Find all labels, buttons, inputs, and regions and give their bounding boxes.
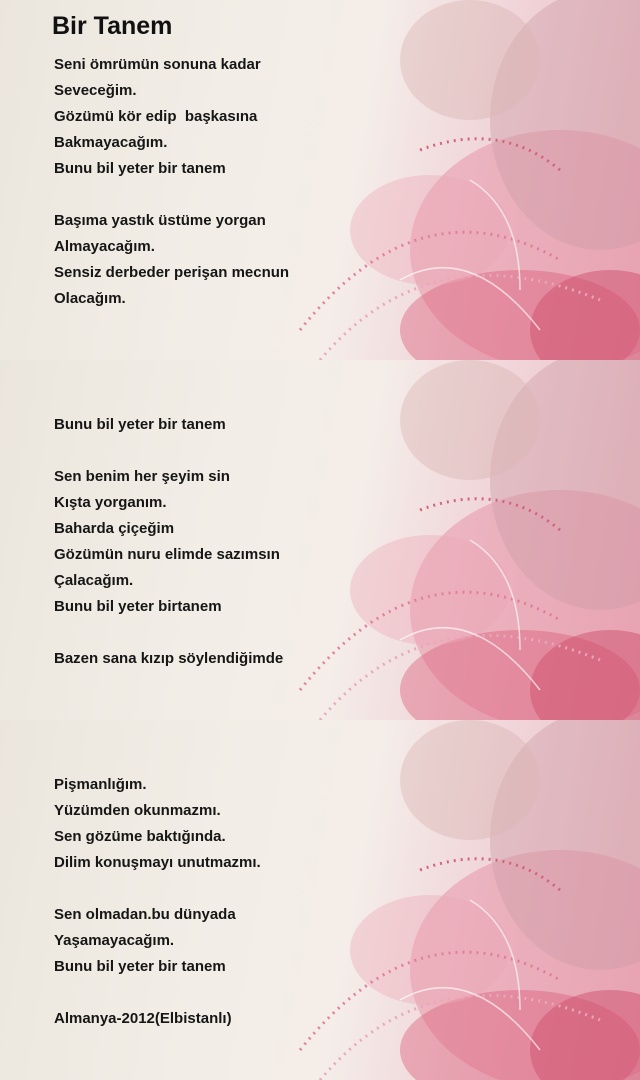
poem-panel-1: [0, 0, 640, 360]
poem-line: Gözümü kör edip başkasına: [54, 108, 258, 125]
poem-line: Kışta yorganım.: [54, 494, 167, 511]
poem-line: Seni ömrümün sonuna kadar: [54, 56, 261, 73]
poem-line: Bazen sana kızıp söylendiğimde: [54, 650, 284, 667]
poem-title: Bir Tanem: [52, 12, 173, 40]
poem-line: Pişmanlığım.: [54, 776, 147, 793]
poem-line: Almayacağım.: [54, 238, 155, 255]
poem-line: Yaşamayacağım.: [54, 932, 175, 949]
poem-line: Yüzümden okunmazmı.: [54, 802, 221, 819]
poem-line: Bunu bil yeter bir tanem: [54, 160, 226, 177]
poem-line: Bakmayacağım.: [54, 134, 168, 151]
poem-line: Başıma yastık üstüme yorgan: [54, 212, 266, 229]
poem-line: Çalacağım.: [54, 572, 134, 589]
poem-line: Bunu bil yeter bir tanem: [54, 416, 226, 433]
poem-panel-3: [0, 720, 640, 1080]
poem-line: Sen benim her şeyim sin: [54, 468, 230, 485]
poem-line: Sensiz derbeder perişan mecnun: [54, 264, 290, 281]
poem-line: Sen gözüme baktığında.: [54, 828, 226, 845]
poem-line: Olacağım.: [54, 290, 126, 307]
poem-line: Sen olmadan.bu dünyada: [54, 906, 236, 923]
poem-line: Dilim konuşmayı unutmazmı.: [54, 854, 261, 871]
poem-line: Baharda çiçeğim: [54, 520, 175, 537]
poem-line: Seveceğim.: [54, 82, 137, 99]
poem-line: Gözümün nuru elimde sazımsın: [54, 546, 280, 563]
poem-line: Almanya-2012(Elbistanlı): [54, 1010, 232, 1027]
poem-panel-2: [0, 360, 640, 720]
poem-line: Bunu bil yeter bir tanem: [54, 958, 226, 975]
poem-line: Bunu bil yeter birtanem: [54, 598, 222, 615]
